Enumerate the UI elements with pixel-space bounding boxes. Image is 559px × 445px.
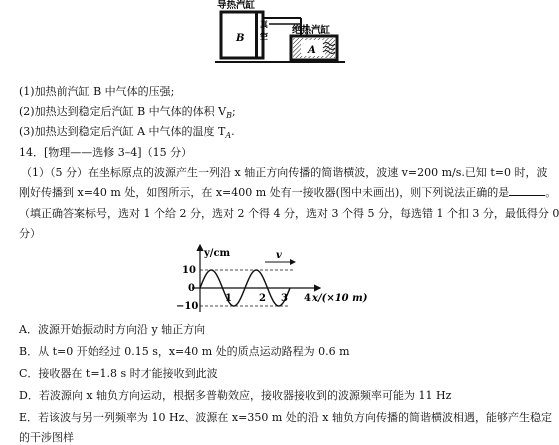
prev-question-2-text: (2)加热达到稳定后汽缸 B 中气体的体积 V (19, 105, 227, 118)
prev-question-2-sub: B (226, 111, 232, 121)
velocity-label: v (276, 250, 282, 261)
label-A: A (308, 45, 316, 56)
option-a: A．波源开始振动时方向沿 y 轴正方向 (19, 323, 206, 336)
prev-question-3 (19, 124, 235, 143)
y-tick-neg10: −10 (176, 301, 199, 312)
section-header: 14．[物理——选修 3–4]（15 分） (19, 146, 193, 159)
prev-question-3-text: (3)加热达到稳定后汽缸 A 中气体的温度 T (19, 125, 226, 138)
option-c: C．接收器在 t=1.8 s 时才能接收到此波 (19, 367, 218, 380)
y-axis-label: y/cm (204, 248, 231, 259)
prev-question-2 (19, 104, 236, 123)
prev-question-3-end: . (231, 125, 235, 138)
problem-line-2-end: 。 (545, 186, 557, 199)
x-tick-4: 4 (304, 293, 311, 304)
cylinder-figure (205, 0, 365, 80)
prev-question-1: (1)加热前汽缸 B 中气体的压强; (19, 85, 175, 98)
prev-question-2-end: ; (232, 105, 236, 118)
option-b: B．从 t=0 开始经过 0.15 s，x=40 m 处的质点运动路程为 0.6 m (19, 345, 350, 358)
option-d: D．若波源向 x 轴负方向运动，根据多普勒效应，接收器接收到的波源频率可能为 11 Hz (19, 389, 452, 402)
problem-line-2 (19, 185, 556, 200)
y-tick-10: 10 (182, 265, 196, 276)
wave-figure (170, 242, 390, 314)
piston-B (255, 12, 258, 58)
y-tick-0: 0 (188, 283, 195, 294)
option-e-cont: 的干涉图样 (19, 431, 74, 444)
problem-line-3: （填正确答案标号，选对 1 个给 2 分，选对 2 个得 4 分，选对 3 个得 5 分，每选错 1 个扣 3 分，最低得分 0 (19, 207, 559, 220)
x-tick-3: 3 (281, 293, 288, 304)
label-vacuum-2: 空 (260, 31, 268, 41)
problem-line-1: （1）（5 分）在坐标原点的波源产生一列沿 x 轴正方向传播的简谐横波，波速 v=200 m/s.已知 t=0 时，波 (21, 166, 548, 179)
prev-question-3-sub: A (225, 131, 232, 141)
option-e: E．若该波与另一列频率为 10 Hz、波源在 x=350 m 处的沿 x 轴负方向传播的简谐横波相遇，能够产生稳定 (19, 411, 552, 424)
x-axis-label: x/(×10 m) (312, 293, 368, 304)
label-conducting: 导热汽缸 (217, 0, 256, 11)
problem-line-2-text: 刚好传播到 x=40 m 处，如图所示，在 x=400 m 处有一接收器(图中未画出)，则下列说法正确的是 (19, 186, 510, 199)
answer-blank (509, 185, 545, 196)
label-B: B (236, 33, 245, 44)
x-tick-1: 1 (225, 293, 232, 304)
problem-line-4: 分） (19, 227, 41, 240)
label-insulated: 绝热汽缸 (292, 25, 331, 36)
label-vacuum-1: 真 (260, 19, 268, 29)
x-tick-2: 2 (259, 293, 266, 304)
